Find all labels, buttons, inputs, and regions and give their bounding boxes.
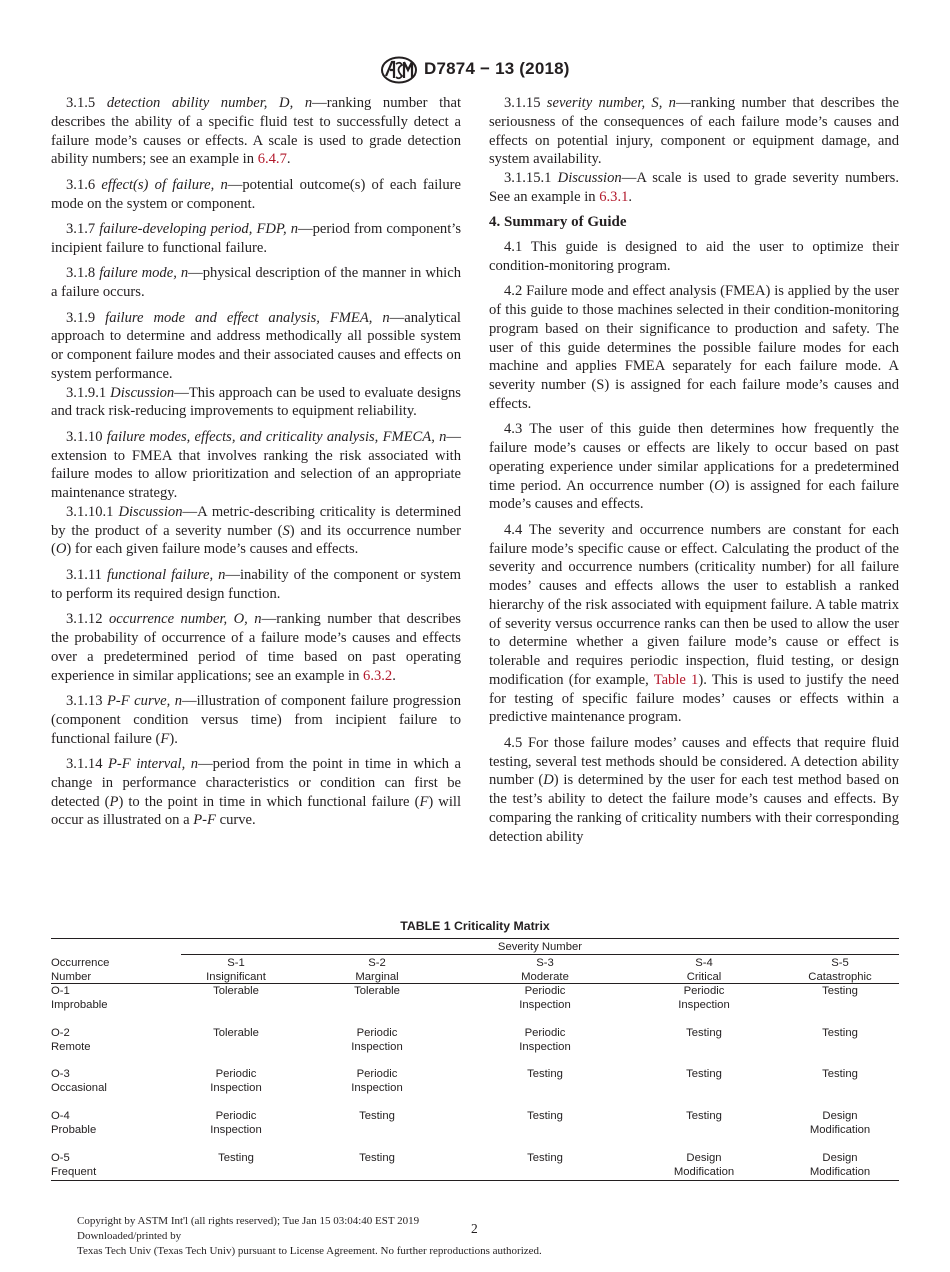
matrix-cell: Periodic <box>524 985 566 997</box>
matrix-cell: Inspection <box>210 1124 262 1136</box>
matrix-cell: Tolerable <box>354 985 400 997</box>
matrix-cell: Periodic <box>524 1027 566 1039</box>
table-rule <box>181 954 899 955</box>
occurrence-label: Frequent <box>51 1166 97 1178</box>
matrix-cell: Tolerable <box>213 1027 259 1039</box>
definition-3-1-12: 3.1.12 occurrence number, O, n—ranking number that describes the probability of occurrence of a failure mode’s causes and effects over a predetermined period of time based on past operating experience in similar applications; see an example in 6.3.2. <box>51 611 461 684</box>
matrix-cell: Modification <box>809 1124 871 1136</box>
page-number: 2 <box>471 1221 478 1236</box>
left-column <box>51 94 461 837</box>
severity-header: S-4 <box>695 957 713 969</box>
matrix-cell: Modification <box>673 1166 735 1178</box>
matrix-cell: Testing <box>527 1068 563 1080</box>
definition-3-1-5: 3.1.5 detection ability number, D, n—ranking number that describes the ability of a specific fluid test to successfully detect a failure mode’s causes or effects. A scale is used to grade detection ability numbers; see an example in 6.4.7. <box>51 95 461 168</box>
matrix-cell: Testing <box>359 1152 395 1164</box>
table-link[interactable]: Table 1 <box>653 671 699 688</box>
severity-number-label: Severity Number <box>497 941 583 953</box>
matrix-cell: Testing <box>359 1110 395 1122</box>
occurrence-label: O-5 <box>51 1152 70 1164</box>
matrix-cell: Testing <box>686 1027 722 1039</box>
discussion-3-1-9-1: 3.1.9.1 Discussion—This approach can be used to evaluate designs and track risk-reducing improvements to equipment reliability. <box>51 384 461 420</box>
matrix-cell: Testing <box>527 1152 563 1164</box>
definition-3-1-13: 3.1.13 P-F curve, n—illustration of component failure progression (component condition versus time) from incipient failure to functional failure (F). <box>51 693 461 747</box>
occurrence-label: Improbable <box>51 999 108 1011</box>
copyright-footer: Copyright by ASTM Int'l (all rights reserved); Tue Jan 15 03:04:40 EST 2019 Downloaded/printed by Texas Tech Univ (Texas Tech Univ) pursuant to License Agreement. No further reproductions authorized. <box>77 1215 542 1257</box>
occurrence-header: Number <box>51 971 92 983</box>
matrix-cell: Tolerable <box>213 985 259 997</box>
paragraph-4-5: 4.5 For those failure modes’ causes and effects that require fluid testing, several test methods should be considered. A detection ability number (D) is determined by the user for each test method based on the test’s ability to detect the failure mode’s causes and effects. By comparing the ranking of criticality numbers with their corresponding detection ability <box>489 734 899 845</box>
section-link[interactable]: 6.3.2 <box>363 667 393 684</box>
paragraph-4-4: 4.4 The severity and occurrence numbers are constant for each failure mode’s specific cause or effect. Calculating the product of the severity and occurrence numbers (criticality number) for all failure modes’ causes and effects allows the user to establish a ranked hierarchy of the risk associated with equipment failure. A table matrix of severity versus occurrence ranks can then be used to allow the user to determine whether a given failure mode’s cause or effect is tolerable and requires periodic inspection, fluid testing, or design modification (for example, Table 1). This is used to justify the need for testing of specific failure modes’ causes or effects within a predictive maintenance program. <box>489 521 899 726</box>
severity-header: S-5 <box>831 957 849 969</box>
matrix-cell: Inspection <box>351 1082 403 1094</box>
severity-header: Critical <box>686 971 722 983</box>
section-link[interactable]: 6.4.7 <box>257 151 287 168</box>
discussion-3-1-15-1: 3.1.15.1 Discussion—A scale is used to grade severity numbers. See an example in 6.3.1. <box>489 170 899 205</box>
definition-3-1-11: 3.1.11 functional failure, n—inability of the component or system to perform its required design function. <box>51 567 462 602</box>
occurrence-label: Remote <box>51 1041 91 1053</box>
severity-header: Marginal <box>355 971 399 983</box>
matrix-cell: Testing <box>822 1068 858 1080</box>
definition-3-1-15: 3.1.15 severity number, S, n—ranking number that describes the seriousness of the consequences of each failure mode’s causes and effects on potential injury, component or equipment damage, and system availability. <box>489 95 899 168</box>
matrix-cell: Inspection <box>351 1041 403 1053</box>
section-heading: 4. Summary of Guide <box>489 214 627 231</box>
occurrence-label: O-1 <box>51 985 70 997</box>
matrix-cell: Inspection <box>210 1082 262 1094</box>
definition-3-1-10: 3.1.10 failure modes, effects, and criticality analysis, FMECA, n—extension to FMEA that involves ranking the risk associated with failure modes to allow prioritization and selection of an appropriate maintenance strategy. <box>51 428 461 502</box>
occurrence-label: Occasional <box>51 1082 107 1094</box>
document-id: D7874 − 13 (2018) <box>424 59 570 78</box>
matrix-cell: Periodic <box>215 1110 257 1122</box>
matrix-cell: Testing <box>822 1027 858 1039</box>
table-title: TABLE 1 Criticality Matrix <box>400 919 550 933</box>
paragraph-4-2: 4.2 Failure mode and effect analysis (FMEA) is applied by the user of this guide to those machines selected in their condition-monitoring program based on their significance to production and safety. The user of this guide determines the possible failure modes for each machine and applies FMEA separately for each failure mode. A severity number (S) is assigned for each failure mode’s causes and effects. <box>489 283 899 412</box>
definition-3-1-7: 3.1.7 failure-developing period, FDP, n—period from component’s incipient failure to functional failure. <box>51 221 462 256</box>
matrix-cell: Testing <box>686 1110 722 1122</box>
matrix-cell: Design <box>822 1110 858 1122</box>
matrix-cell: Periodic <box>683 985 725 997</box>
occurrence-header: Occurrence <box>51 957 110 969</box>
matrix-cell: Inspection <box>678 999 730 1011</box>
matrix-cell: Testing <box>527 1110 563 1122</box>
matrix-cell: Design <box>822 1152 858 1164</box>
page-header <box>0 56 950 86</box>
right-column <box>489 94 899 853</box>
definition-3-1-14: 3.1.14 P-F interval, n—period from the point in time in which a change in performance characteristics or condition can first be detected (P) to the point in time in which functional failure (F) will occur as illustrated on a P-F curve. <box>51 756 462 829</box>
severity-header: Insignificant <box>206 971 266 983</box>
matrix-cell: Testing <box>686 1068 722 1080</box>
matrix-cell: Testing <box>822 985 858 997</box>
occurrence-label: O-4 <box>51 1110 70 1122</box>
matrix-cell: Inspection <box>519 1041 571 1053</box>
discussion-3-1-10-1: 3.1.10.1 Discussion—A metric-describing criticality is determined by the product of a severity number (S) and its occurrence number (O) for each given failure mode’s causes and effects. <box>51 503 462 558</box>
occurrence-label: O-3 <box>51 1068 70 1080</box>
matrix-cell: Inspection <box>519 999 571 1011</box>
matrix-cell: Design <box>686 1152 722 1164</box>
astm-logo-icon <box>380 56 418 84</box>
paragraph-4-1: 4.1 This guide is designed to aid the user to optimize their condition-monitoring program. <box>489 239 899 274</box>
matrix-cell: Periodic <box>356 1068 398 1080</box>
matrix-cell: Periodic <box>356 1027 398 1039</box>
matrix-cell: Testing <box>218 1152 254 1164</box>
severity-header: Catastrophic <box>808 971 872 983</box>
severity-header: Moderate <box>521 971 569 983</box>
matrix-cell: Modification <box>809 1166 871 1178</box>
severity-header: S-2 <box>368 957 386 969</box>
occurrence-label: O-2 <box>51 1027 70 1039</box>
severity-header: S-1 <box>227 957 245 969</box>
occurrence-label: Probable <box>51 1124 97 1136</box>
definition-3-1-9: 3.1.9 failure mode and effect analysis, FMEA, n—analytical approach to determine and address methodically all possible system or component failure modes and their associated causes and effects on system performance. <box>51 309 461 382</box>
severity-header: S-3 <box>536 957 554 969</box>
section-link[interactable]: 6.3.1 <box>599 188 629 205</box>
paragraph-4-3: 4.3 The user of this guide then determines how frequently the failure mode’s causes or effects are likely to occur based on past operating experience under similar applications for a predetermined time period. An occurrence number (O) is assigned for each failure mode’s causes and effects. <box>489 421 900 513</box>
matrix-cell: Periodic <box>215 1068 257 1080</box>
definition-3-1-8: 3.1.8 failure mode, n—physical description of the manner in which a failure occurs. <box>51 265 461 301</box>
table-rule <box>51 938 899 939</box>
definition-3-1-6: 3.1.6 effect(s) of failure, n—potential outcome(s) of each failure mode on the system or component. <box>51 176 461 212</box>
table-rule <box>51 1180 899 1181</box>
